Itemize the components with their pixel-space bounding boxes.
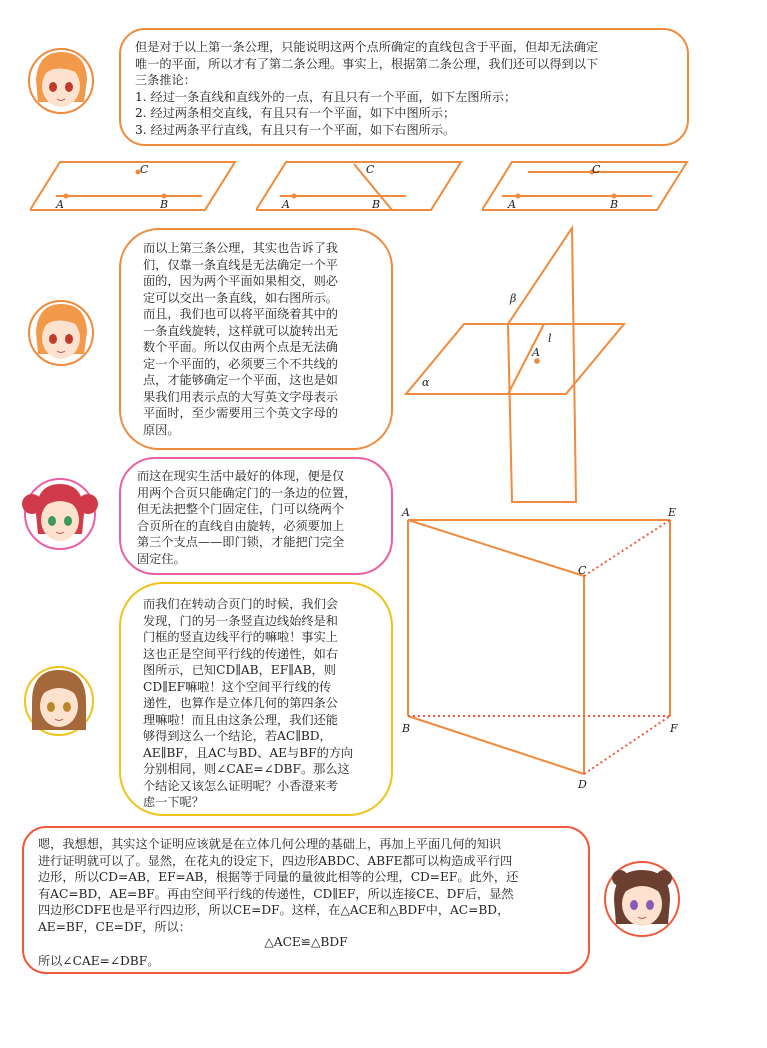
label-b: B (610, 198, 619, 211)
speech-bubble-2 (119, 228, 393, 450)
label-a: A (532, 346, 540, 359)
label-c: C (592, 163, 601, 176)
bubble-3-text: 而这在现实生活中最好的体现，便是仅 用两个合页只能确定门的一条边的位置， 但无法把整个门固定住，门可以绕两个 合页所在的直线自由旋转，必须要加上 第三个支点——即门锁，才能把门完全 固定住。 (137, 469, 357, 566)
label-b: B (372, 198, 381, 211)
label-l: l (548, 332, 552, 345)
avatar-red-hair (22, 474, 98, 554)
bubble-5-text: 嗯，我想想，其实这个证明应该就是在立体几何公理的基础上，再加上平面几何的知识 进行证明就可以了。显然，在花丸的设定下，四边形ABDC、ABFE都可以构造成平行四 边形，所以CD=AB，EF=AB，根据等于同量的量彼此相等的公理，CD=EF。此外，还 有AC=BD，AE=BF。再由空间平行线的传递性，CD∥EF，所以连接CE、DF后，显然 四边形CDFE也是平行四边形，所以CE=DF。这样，在△ACE和△BDF中，AC=BD， AE=BF，CE=DF，所以： (38, 837, 519, 934)
label-c: C (578, 564, 587, 577)
bubble-1-text: 但是对于以上第一条公理，只能说明这两个点所确定的直线包含于平面，但却无法确定 唯一的平面，所以才有了第二条公理。事实上，根据第二条公理，我们还可以得到以下 三条推论： 1. 经过一条直线和直线外的一点，有且只有一个平面，如下左图所示； 2. 经过两条相交直线，有且只有一个平面，如下中图所示； 3. 经过两条平行直线，有且只有一个平面，如下右图所示。 (135, 40, 599, 137)
label-f: F (670, 722, 678, 735)
bubble-2-text: 而以上第三条公理，其实也告诉了我 们，仅靠一条直线是无法确定一个平 面的，因为两个平面如果相交，则必 定可以交出一条直线，如右图所示。 而且，我们也可以将平面绕着其中的 一条直线旋转，这样就可以旋转出无 数个平面。所以仅由两个点是无法确 定一个平面的，必须要三个不共线的 点，才能够确定一个平面，这也是如 果我们用表示点的大写英文字母表示 平面时，至少需要用三个英文字母的 原因。 (143, 241, 338, 437)
label-c: C (140, 163, 149, 176)
label-a: A (56, 198, 64, 211)
label-a: A (402, 506, 410, 519)
avatar-orange-hair-1 (26, 44, 96, 118)
speech-bubble-5 (22, 826, 590, 974)
plane-alpha (406, 324, 624, 394)
label-c: C (366, 163, 375, 176)
figure-intersecting-planes (404, 224, 626, 508)
plane-beta (508, 228, 576, 502)
label-b: B (160, 198, 169, 211)
edge-df-dotted (584, 716, 670, 774)
avatar-orange-hair-2 (26, 296, 96, 370)
congruence-statement: △ACE≌△BDF (264, 935, 348, 949)
label-alpha: α (422, 376, 430, 389)
speech-bubble-4 (119, 582, 393, 816)
edge-ac (408, 520, 584, 576)
bubble-4-text: 而我们在转动合页门的时候，我们会 发现，门的另一条竖直边线始终是和 门框的竖直边线平行的嘛啦！事实上 这也正是空间平行线的传递性，如右 图所示，已知CD∥AB，EF∥AB，则 CD∥EF嘛啦！这个空间平行线的传 递性，也算作是立体几何的第四条公 理嘛啦！而且由这条公理，我们还能 够得到这么一个结论，若AC∥BD， AE∥BF，且AC与BD、AE与BF的方向 分别相同，则∠CAE=∠DBF。那么这 个结论又该怎么证明呢？小香澄来考 虑一下呢？ (143, 597, 354, 809)
figure-line-and-point (30, 156, 240, 216)
label-beta: β (510, 292, 517, 305)
label-a: A (508, 198, 516, 211)
label-e: E (668, 506, 677, 519)
edge-ce-dotted (584, 520, 670, 576)
edge-bd (408, 716, 584, 774)
speech-bubble-3 (119, 457, 393, 575)
figure-door-parallel (398, 504, 688, 796)
avatar-brown-hair-purple-eyes (602, 858, 682, 940)
speech-bubble-1 (119, 28, 689, 146)
label-a: A (282, 198, 290, 211)
label-b: B (402, 722, 411, 735)
avatar-brown-hair (22, 662, 96, 740)
conclusion-statement: 所以∠CAE=∠DBF。 (38, 954, 160, 968)
figure-intersecting-lines (256, 156, 466, 216)
label-d: D (578, 778, 587, 791)
figure-parallel-lines (482, 156, 692, 216)
